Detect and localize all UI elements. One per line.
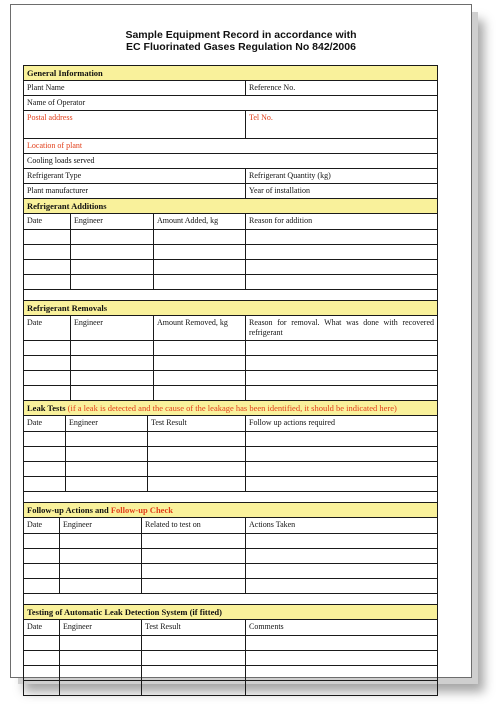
table-row: [24, 666, 437, 681]
table-cell[interactable]: [71, 245, 154, 259]
column-header: Date: [24, 214, 71, 229]
table-cell[interactable]: [246, 230, 437, 244]
general-information-heading: General Information: [24, 66, 437, 81]
removals-header-row: [24, 316, 437, 341]
tel-no-field[interactable]: Tel No.: [249, 113, 273, 122]
table-cell[interactable]: [24, 245, 71, 259]
table-cell[interactable]: [71, 356, 154, 370]
column-header: Date: [24, 620, 60, 635]
table-cell[interactable]: [142, 549, 246, 563]
table-row: [24, 386, 437, 401]
table-cell[interactable]: [24, 356, 71, 370]
refrigerant-removals-heading: Refrigerant Removals: [24, 301, 437, 316]
table-cell[interactable]: [24, 564, 60, 578]
table-cell[interactable]: [24, 477, 66, 491]
table-cell[interactable]: [142, 636, 246, 650]
table-cell[interactable]: [71, 341, 154, 355]
table-row: [24, 579, 437, 594]
table-cell[interactable]: [142, 534, 246, 548]
column-header: Engineer: [71, 214, 154, 229]
reference-no-field[interactable]: Reference No.: [249, 83, 296, 92]
name-of-operator-field[interactable]: Name of Operator: [27, 98, 86, 107]
leak-tests-title: Leak Tests: [27, 403, 66, 413]
table-row: [24, 260, 437, 275]
column-header: Related to test on: [142, 518, 246, 533]
table-cell[interactable]: [24, 447, 66, 461]
table-cell[interactable]: [246, 371, 437, 385]
column-header: Follow up actions required: [249, 418, 335, 427]
refrigerant-additions-heading: Refrigerant Additions: [24, 199, 437, 214]
table-cell[interactable]: [246, 260, 437, 274]
table-cell[interactable]: [246, 564, 437, 578]
table-cell[interactable]: [24, 386, 71, 400]
auto-leak-header-row: [24, 620, 437, 636]
table-cell[interactable]: [60, 681, 142, 695]
table-cell[interactable]: [71, 230, 154, 244]
table-cell[interactable]: [60, 579, 142, 593]
general-row: [24, 139, 437, 154]
general-row: [24, 111, 437, 139]
table-cell[interactable]: [246, 462, 437, 476]
table-cell[interactable]: [246, 341, 437, 355]
follow-up-title: Follow-up Actions and: [27, 505, 109, 515]
postal-address-field[interactable]: Postal address: [24, 111, 246, 138]
section-spacer: [24, 290, 437, 301]
table-cell[interactable]: [24, 534, 60, 548]
table-cell[interactable]: [24, 579, 60, 593]
table-cell[interactable]: [154, 230, 246, 244]
column-header: Engineer: [60, 620, 142, 635]
table-cell[interactable]: [24, 275, 71, 289]
table-cell[interactable]: [60, 666, 142, 680]
equipment-record-sheet: [10, 4, 472, 678]
column-header: Engineer: [66, 416, 148, 431]
table-cell[interactable]: [24, 432, 66, 446]
table-row: [24, 245, 437, 260]
location-of-plant-field[interactable]: Location of plant: [27, 141, 83, 150]
leak-tests-heading: [24, 401, 437, 416]
table-cell[interactable]: [142, 564, 246, 578]
refrigerant-type-field[interactable]: Refrigerant Type: [24, 169, 246, 183]
table-row: [24, 549, 437, 564]
table-cell[interactable]: [24, 260, 71, 274]
table-cell[interactable]: [66, 447, 148, 461]
column-header: Date: [24, 518, 60, 533]
table-cell[interactable]: [154, 260, 246, 274]
record-form: [23, 65, 438, 696]
table-cell[interactable]: [24, 462, 66, 476]
table-row: [24, 681, 437, 695]
table-cell[interactable]: [148, 477, 246, 491]
refrigerant-quantity-field[interactable]: Refrigerant Quantity (kg): [249, 171, 331, 180]
title-line-1: Sample Equipment Record in accordance with: [125, 29, 357, 41]
column-header: Amount Removed, kg: [154, 316, 246, 340]
column-header: Test Result: [142, 620, 246, 635]
table-cell[interactable]: [24, 681, 60, 695]
table-cell[interactable]: [24, 341, 71, 355]
table-cell[interactable]: [24, 636, 60, 650]
leak-tests-header-row: [24, 416, 437, 432]
column-header: Test Result: [148, 416, 246, 431]
table-cell[interactable]: [246, 275, 437, 289]
table-cell[interactable]: [66, 477, 148, 491]
follow-up-actions-heading: [24, 503, 437, 518]
section-spacer: [24, 594, 437, 605]
table-cell[interactable]: [154, 341, 246, 355]
general-row: [24, 184, 437, 199]
table-cell[interactable]: [60, 564, 142, 578]
table-cell[interactable]: [60, 651, 142, 665]
table-cell[interactable]: [142, 666, 246, 680]
table-cell[interactable]: [246, 651, 437, 665]
table-row: [24, 432, 437, 447]
column-header: Engineer: [60, 518, 142, 533]
table-cell[interactable]: [246, 356, 437, 370]
table-cell[interactable]: [66, 432, 148, 446]
table-cell[interactable]: [24, 651, 60, 665]
table-cell[interactable]: [71, 386, 154, 400]
table-cell[interactable]: [154, 371, 246, 385]
leak-tests-note: (if a leak is detected and the cause of the leakage has been identified, it should be indicated here): [67, 403, 397, 413]
table-cell[interactable]: [24, 549, 60, 563]
table-cell[interactable]: [71, 260, 154, 274]
table-cell[interactable]: [246, 549, 437, 563]
table-cell[interactable]: [246, 386, 437, 400]
title-line-2: EC Fluorinated Gases Regulation No 842/2006: [126, 41, 356, 53]
table-cell[interactable]: [246, 636, 437, 650]
cooling-loads-field[interactable]: Cooling loads served: [27, 156, 95, 165]
table-row: [24, 447, 437, 462]
follow-up-check-label: Follow-up Check: [110, 505, 173, 515]
table-cell[interactable]: [246, 666, 437, 680]
table-cell[interactable]: [24, 666, 60, 680]
table-cell[interactable]: [24, 371, 71, 385]
table-row: [24, 462, 437, 477]
table-cell[interactable]: [60, 549, 142, 563]
table-cell[interactable]: [142, 651, 246, 665]
document-title: [11, 29, 471, 53]
plant-name-field[interactable]: Plant Name: [24, 81, 246, 95]
table-cell[interactable]: [71, 275, 154, 289]
year-of-installation-field[interactable]: Year of installation: [249, 186, 310, 195]
table-row: [24, 341, 437, 356]
column-header: Date: [24, 416, 66, 431]
table-cell[interactable]: [154, 245, 246, 259]
column-header: Reason for addition: [249, 216, 313, 225]
column-header: Actions Taken: [249, 520, 296, 529]
table-row: [24, 534, 437, 549]
table-cell[interactable]: [142, 579, 246, 593]
table-row: [24, 636, 437, 651]
general-row: [24, 96, 437, 111]
table-cell[interactable]: [246, 447, 437, 461]
table-cell[interactable]: [246, 579, 437, 593]
table-cell[interactable]: [246, 432, 437, 446]
table-row: [24, 230, 437, 245]
general-row: [24, 81, 437, 96]
table-cell[interactable]: [142, 681, 246, 695]
table-cell[interactable]: [154, 275, 246, 289]
table-cell[interactable]: [60, 636, 142, 650]
table-cell[interactable]: [246, 245, 437, 259]
table-cell[interactable]: [246, 681, 437, 695]
column-header: Reason for removal. What was done with recovered refrigerant: [249, 318, 434, 337]
section-spacer: [24, 492, 437, 503]
table-cell[interactable]: [71, 371, 154, 385]
plant-manufacturer-field[interactable]: Plant manufacturer: [24, 184, 246, 198]
table-row: [24, 275, 437, 290]
table-row: [24, 651, 437, 666]
table-cell[interactable]: [148, 432, 246, 446]
general-row: [24, 169, 437, 184]
column-header: Comments: [249, 622, 284, 631]
table-cell[interactable]: [154, 386, 246, 400]
table-cell[interactable]: [148, 447, 246, 461]
general-row: [24, 154, 437, 169]
table-cell[interactable]: [60, 534, 142, 548]
column-header: Date: [24, 316, 71, 340]
column-header: Engineer: [71, 316, 154, 340]
table-row: [24, 564, 437, 579]
table-cell[interactable]: [246, 477, 437, 491]
table-cell[interactable]: [246, 534, 437, 548]
table-row: [24, 356, 437, 371]
table-cell[interactable]: [148, 462, 246, 476]
table-cell[interactable]: [66, 462, 148, 476]
table-cell[interactable]: [24, 230, 71, 244]
table-row: [24, 477, 437, 492]
table-row: [24, 371, 437, 386]
followup-header-row: [24, 518, 437, 534]
additions-header-row: [24, 214, 437, 230]
automatic-leak-detection-heading: Testing of Automatic Leak Detection System (if fitted): [24, 605, 437, 620]
table-cell[interactable]: [154, 356, 246, 370]
column-header: Amount Added, kg: [154, 214, 246, 229]
